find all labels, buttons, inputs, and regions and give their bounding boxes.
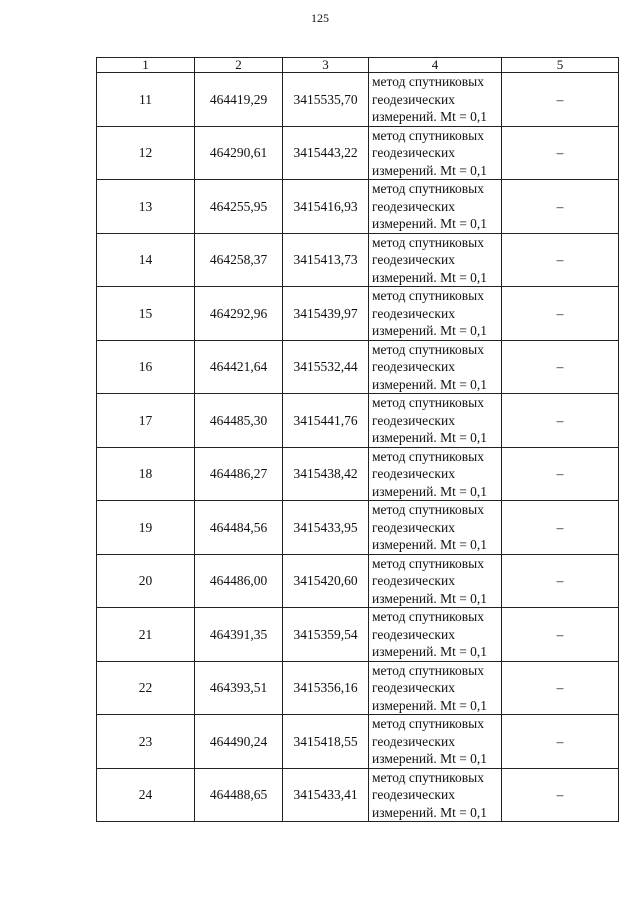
method-line: геодезических <box>372 573 455 588</box>
table-row <box>97 661 619 715</box>
x-coordinate-cell: 464421,64 <box>195 340 283 394</box>
extra-cell: – <box>502 340 619 394</box>
method-cell <box>369 661 502 715</box>
x-coordinate-cell: 464486,00 <box>195 554 283 608</box>
point-number-cell: 19 <box>97 501 195 555</box>
extra-cell: – <box>502 394 619 448</box>
point-number-cell: 14 <box>97 233 195 287</box>
extra-cell: – <box>502 501 619 555</box>
header-col-1: 1 <box>97 58 195 73</box>
method-cell <box>369 501 502 555</box>
method-cell <box>369 180 502 234</box>
method-cell <box>369 126 502 180</box>
table-row <box>97 340 619 394</box>
method-line: геодезических <box>372 626 455 642</box>
method-cell <box>369 73 502 127</box>
method-cell <box>369 287 502 341</box>
method-cell <box>369 715 502 769</box>
extra-cell: – <box>502 715 619 769</box>
header-col-2: 2 <box>195 58 283 73</box>
method-line: измерений. Mt = 0,1 <box>372 483 488 499</box>
method-line: измерений. Mt = 0,1 <box>372 162 488 178</box>
method-cell <box>369 768 502 822</box>
x-coordinate-cell: 464255,95 <box>195 180 283 234</box>
method-line: измерений. Mt = 0,1 <box>372 590 488 606</box>
method-line: измерений. Mt = 0,1 <box>372 216 488 231</box>
x-coordinate-cell: 464488,65 <box>195 768 283 822</box>
method-line: геодезических <box>372 733 455 749</box>
method-line: метод спутниковых <box>372 662 484 678</box>
point-number-cell: 13 <box>97 180 195 234</box>
method-line: метод спутниковых <box>372 609 484 624</box>
extra-cell: – <box>502 73 619 127</box>
method-line: геодезических <box>372 145 455 160</box>
extra-cell: – <box>502 661 619 715</box>
x-coordinate-cell: 464393,51 <box>195 661 283 715</box>
point-number-cell: 18 <box>97 447 195 501</box>
method-line: геодезических <box>372 680 455 695</box>
extra-cell: – <box>502 447 619 501</box>
method-line: метод спутниковых <box>372 288 484 303</box>
header-row <box>97 58 619 73</box>
coordinates-table <box>96 57 619 822</box>
method-line: метод спутниковых <box>372 234 484 250</box>
header-col-5: 5 <box>502 58 619 73</box>
table-row <box>97 394 619 448</box>
y-coordinate-cell: 3415420,60 <box>283 554 369 608</box>
table-header <box>97 58 619 73</box>
point-number-cell: 24 <box>97 768 195 822</box>
y-coordinate-cell: 3415443,22 <box>283 126 369 180</box>
method-line: измерений. Mt = 0,1 <box>372 804 488 820</box>
method-line: метод спутниковых <box>372 74 484 89</box>
method-line: метод спутниковых <box>372 716 484 731</box>
method-line: геодезических <box>372 305 455 321</box>
method-line: измерений. Mt = 0,1 <box>372 376 488 392</box>
table-body <box>97 73 619 822</box>
table-row <box>97 715 619 769</box>
y-coordinate-cell: 3415532,44 <box>283 340 369 394</box>
method-line: геодезических <box>372 466 455 481</box>
x-coordinate-cell: 464290,61 <box>195 126 283 180</box>
table-row <box>97 608 619 662</box>
table-row <box>97 768 619 822</box>
point-number-cell: 17 <box>97 394 195 448</box>
point-number-cell: 20 <box>97 554 195 608</box>
point-number-cell: 16 <box>97 340 195 394</box>
method-line: метод спутниковых <box>372 502 484 517</box>
point-number-cell: 23 <box>97 715 195 769</box>
page-number: 125 <box>311 11 329 25</box>
x-coordinate-cell: 464258,37 <box>195 233 283 287</box>
y-coordinate-cell: 3415438,42 <box>283 447 369 501</box>
extra-cell: – <box>502 768 619 822</box>
point-number-cell: 12 <box>97 126 195 180</box>
extra-cell: – <box>502 287 619 341</box>
method-line: измерений. Mt = 0,1 <box>372 269 488 285</box>
method-line: измерений. Mt = 0,1 <box>372 751 488 766</box>
x-coordinate-cell: 464485,30 <box>195 394 283 448</box>
y-coordinate-cell: 3415433,41 <box>283 768 369 822</box>
method-line: геодезических <box>372 412 455 428</box>
method-line: метод спутниковых <box>372 341 484 357</box>
y-coordinate-cell: 3415416,93 <box>283 180 369 234</box>
extra-cell: – <box>502 126 619 180</box>
method-line: метод спутниковых <box>372 181 484 196</box>
point-number-cell: 22 <box>97 661 195 715</box>
x-coordinate-cell: 464391,35 <box>195 608 283 662</box>
method-line: измерений. Mt = 0,1 <box>372 109 488 124</box>
method-line: метод спутниковых <box>372 555 484 571</box>
extra-cell: – <box>502 233 619 287</box>
extra-cell: – <box>502 554 619 608</box>
method-line: метод спутниковых <box>372 127 484 143</box>
header-col-4: 4 <box>369 58 502 73</box>
y-coordinate-cell: 3415439,97 <box>283 287 369 341</box>
point-number-cell: 15 <box>97 287 195 341</box>
method-line: геодезических <box>372 252 455 267</box>
table-row <box>97 233 619 287</box>
method-line: измерений. Mt = 0,1 <box>372 323 488 338</box>
method-line: метод спутниковых <box>372 395 484 410</box>
y-coordinate-cell: 3415441,76 <box>283 394 369 448</box>
method-line: метод спутниковых <box>372 448 484 464</box>
x-coordinate-cell: 464419,29 <box>195 73 283 127</box>
method-cell <box>369 447 502 501</box>
point-number-cell: 11 <box>97 73 195 127</box>
table-row <box>97 126 619 180</box>
y-coordinate-cell: 3415413,73 <box>283 233 369 287</box>
table-row <box>97 554 619 608</box>
table-row <box>97 73 619 127</box>
table-row <box>97 501 619 555</box>
method-line: метод спутниковых <box>372 769 484 785</box>
y-coordinate-cell: 3415535,70 <box>283 73 369 127</box>
method-cell <box>369 608 502 662</box>
y-coordinate-cell: 3415433,95 <box>283 501 369 555</box>
table-row <box>97 287 619 341</box>
y-coordinate-cell: 3415359,54 <box>283 608 369 662</box>
method-line: измерений. Mt = 0,1 <box>372 697 488 713</box>
header-col-3: 3 <box>283 58 369 73</box>
x-coordinate-cell: 464292,96 <box>195 287 283 341</box>
y-coordinate-cell: 3415418,55 <box>283 715 369 769</box>
method-line: геодезических <box>372 787 455 802</box>
point-number-cell: 21 <box>97 608 195 662</box>
method-line: геодезических <box>372 359 455 374</box>
extra-cell: – <box>502 608 619 662</box>
x-coordinate-cell: 464486,27 <box>195 447 283 501</box>
x-coordinate-cell: 464484,56 <box>195 501 283 555</box>
method-line: геодезических <box>372 91 455 107</box>
method-cell <box>369 233 502 287</box>
method-cell <box>369 554 502 608</box>
table-row <box>97 447 619 501</box>
extra-cell: – <box>502 180 619 234</box>
y-coordinate-cell: 3415356,16 <box>283 661 369 715</box>
method-cell <box>369 340 502 394</box>
method-line: измерений. Mt = 0,1 <box>372 537 488 552</box>
method-line: измерений. Mt = 0,1 <box>372 430 488 445</box>
method-line: геодезических <box>372 519 455 535</box>
method-cell <box>369 394 502 448</box>
method-line: измерений. Mt = 0,1 <box>372 644 488 659</box>
method-line: геодезических <box>372 198 455 214</box>
table-row <box>97 180 619 234</box>
x-coordinate-cell: 464490,24 <box>195 715 283 769</box>
